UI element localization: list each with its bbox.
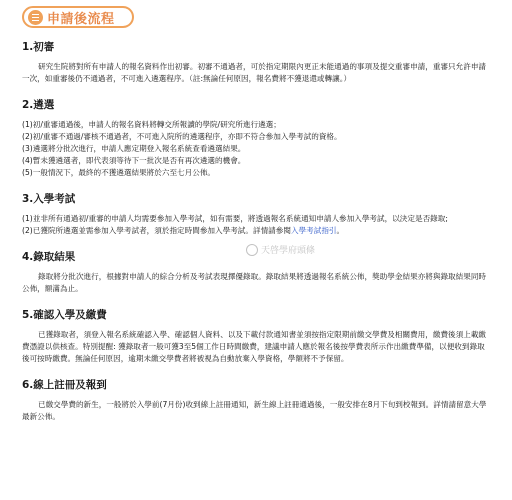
list-item-text: (2)已獲院所遴選並需參加入學考試者，須於指定時間參加入學考試。詳情請參閱 [22,226,291,235]
section-admission-result [22,251,492,295]
watermark [246,243,315,256]
section-text: 已獲錄取者，須登入報名系統確認入學、確認個人資料、以及下載付款通知書並須按指定限期前繳交學費及相關費用，繳費後須上載繳費憑證以供核查。特別提醒: 獲錄取者一般可獲3至5個工作日時間繳費，建議申請人應於報名後按學費表所示作出繳費準備，以便收到錄取後可按時繳費。無論任何原因，逾期未繳交學費者將被視為自動放棄入學資格，學額將不予保留。 [22,330,487,363]
list-icon [28,10,43,25]
section-title: 4.錄取結果 [22,251,76,263]
watermark-text: 天啓學府頭條 [261,246,316,256]
watermark-icon [246,244,258,256]
section-selection [22,99,492,179]
list-item: (2)初/重審不通過/審核不通過者，不可進入院所的遴選程序，亦即不符合參加入學考試的資格。 [22,132,342,141]
page-title: 申請後流程 [47,11,115,27]
section-title: 2.遴選 [22,99,55,111]
content [22,36,492,433]
list-item: (4)暫未獲遴選者，即代表須等待下一批次是否有再次遴選的機會。 [22,156,246,165]
section-initial-review [22,41,492,85]
list-item: (1)初/重審通過後，申請人的報名資料將轉交所報讀的學院/研究所進行遴選； [22,120,281,129]
list-item-tail: 。 [336,226,345,235]
list-item [22,225,492,237]
section-title: 6.線上註冊及報到 [22,379,107,391]
section-text: 已繳交學費的新生，一般將於入學前(7月份)收到線上註冊通知，新生線上註冊通過後，一般安排在8月下旬到校報到。詳情請留意大學最新公佈。 [22,400,487,421]
section-online-registration [22,379,492,423]
section-title: 1.初審 [22,41,55,53]
section-header [22,6,134,28]
section-title: 3.入學考試 [22,193,76,205]
section-text: 研究生院將對所有申請人的報名資料作出初審。初審不通過者，可於指定期限內更正未能通過的事項及提交重審申請，重審只允許申請一次，如重審後仍不通過者，不可進入遴選程序。（註:無論任何原因，報名費將不獲退還或轉讓。） [22,62,487,83]
exam-guide-link[interactable]: 入學考試指引 [290,226,337,235]
section-entrance-exam [22,193,492,237]
list-item: (1)並非所有通過初/重審的申請人均需要參加入學考試，如有需要，將透過報名系統通知申請人參加入學考試，以決定是否錄取; [22,214,448,223]
list-item: (3)遴選將分批次進行，申請人應定期登入報名系統查看遴選結果。 [22,144,246,153]
section-confirm-payment [22,309,492,365]
list-item: (5)一般情況下，最終的不獲遴選結果將於六至七月公佈。 [22,168,216,177]
section-text: 錄取將分批次進行，根據對申請人的綜合分析及考試表現擇優錄取。錄取結果將透過報名系統公佈，獎助學金結果亦將與錄取結果同時公佈，額滿為止。 [22,272,487,293]
section-title: 5.確認入學及繳費 [22,309,107,321]
